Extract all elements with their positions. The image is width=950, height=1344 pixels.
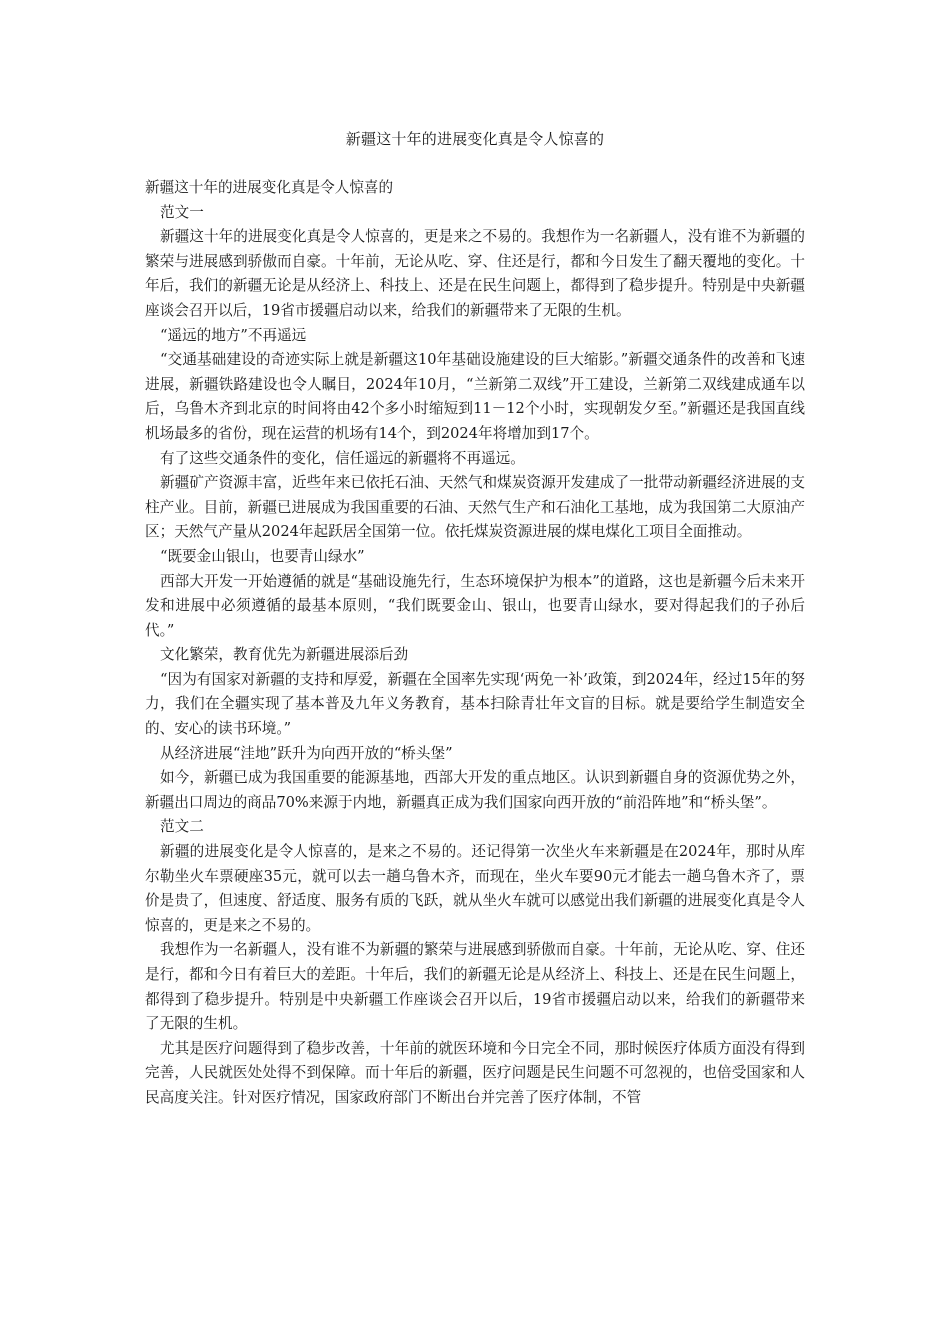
document-title: 新疆这十年的进展变化真是令人惊喜的: [345, 130, 605, 148]
paragraph: 我想作为一名新疆人，没有谁不为新疆的繁荣与进展感到骄傲而自豪。十年前，无论从吃、穿、住还是行，都和今日有着巨大的差距。十年后，我们的新疆无论是从经济上、科技上、还是在民生问题上，都得到了稳步提升。特别是中央新疆工作座谈会召开以后，19省市援疆启动以来，给我们的新疆带来了无限的生机。: [145, 941, 805, 1033]
paragraph: 范文一: [160, 203, 204, 221]
paragraph: 西部大开发一开始遵循的就是“基础设施先行，生态环境保护为根本”的道路，这也是新疆今后未来开发和进展中必须遵循的最基本原则，“我们既要金山、银山，也要青山绿水，要对得起我们的子孙后代。”: [145, 572, 805, 639]
paragraph: 新疆这十年的进展变化真是令人惊喜的，更是来之不易的。我想作为一名新疆人，没有谁不为新疆的繁荣与进展感到骄傲而自豪。十年前，无论从吃、穿、住还是行，都和今日发生了翻天覆地的变化。十年后，我们的新疆无论是从经济上、科技上、还是在民生问题上，都得到了稳步提升。特别是中央新疆座谈会召开以后，19省市援疆启动以来，给我们的新疆带来了无限的生机。: [145, 228, 805, 319]
paragraph: “交通基础建设的奇迹实际上就是新疆这10年基础设施建设的巨大缩影。”新疆交通条件的改善和飞速进展，新疆铁路建设也令人瞩目，2024年10月，“兰新第二双线”开工建设，兰新第二双线建成通车以后，乌鲁木齐到北京的时间将由42个多小时缩短到11－12个小时，实现朝发夕至。”新疆还是我国直线机场最多的省份，现在运营的机场有14个，到2024年将增加到17个。: [145, 351, 805, 442]
paragraph: 如今，新疆已成为我国重要的能源基地，西部大开发的重点地区。认识到新疆自身的资源优势之外，新疆出口周边的商品70%来源于内地，新疆真正成为我们国家向西开放的“前沿阵地”和“桥头堡”。: [145, 769, 805, 811]
paragraph: 范文二: [160, 818, 204, 836]
paragraph: “遥远的地方”不再遥远: [160, 326, 307, 344]
paragraph: 新疆矿产资源丰富，近些年来已依托石油、天然气和煤炭资源开发建成了一批带动新疆经济进展的支柱产业。目前，新疆已进展成为我国重要的石油、天然气生产和石油化工基地，成为我国第二大原油产区；天然气产量从2024年起跃居全国第一位。依托煤炭资源进展的煤电煤化工项目全面推动。: [145, 474, 805, 541]
paragraph: 从经济进展“洼地”跃升为向西开放的“桥头堡”: [160, 744, 453, 762]
document-body: [145, 176, 805, 1111]
paragraph: 文化繁荣，教育优先为新疆进展添后劲: [160, 646, 409, 664]
paragraph: 尤其是医疗问题得到了稳步改善，十年前的就医环境和今日完全不同，那时候医疗体质方面没有得到完善，人民就医处处得不到保障。而十年后的新疆，医疗问题是民生问题不可忽视的，也倍受国家和人民高度关注。针对医疗情况，国家政府部门不断出台并完善了医疗体制，不管: [145, 1039, 805, 1106]
paragraph: 新疆这十年的进展变化真是令人惊喜的: [145, 179, 394, 196]
paragraph: 新疆的进展变化是令人惊喜的，是来之不易的。还记得第一次坐火车来新疆是在2024年，那时从库尔勒坐火车票硬座35元，就可以去一趟乌鲁木齐，而现在，坐火车要90元才能去一趟乌鲁木齐了，票价是贵了，但速度、舒适度、服务有质的飞跃，就从坐火车就可以感觉出我们新疆的进展变化真是令人惊喜的，更是来之不易的。: [145, 843, 805, 934]
paragraph: 有了这些交通条件的变化，信任遥远的新疆将不再遥远。: [160, 449, 525, 467]
paragraph: “既要金山银山，也要青山绿水”: [160, 547, 365, 565]
paragraph: “因为有国家对新疆的支持和厚爱，新疆在全国率先实现‘两免一补’政策，到2024年，经过15年的努力，我们在全疆实现了基本普及九年义务教育，基本扫除青壮年文盲的目标。就是要给学生制造安全的、安心的读书环境。”: [145, 670, 805, 738]
